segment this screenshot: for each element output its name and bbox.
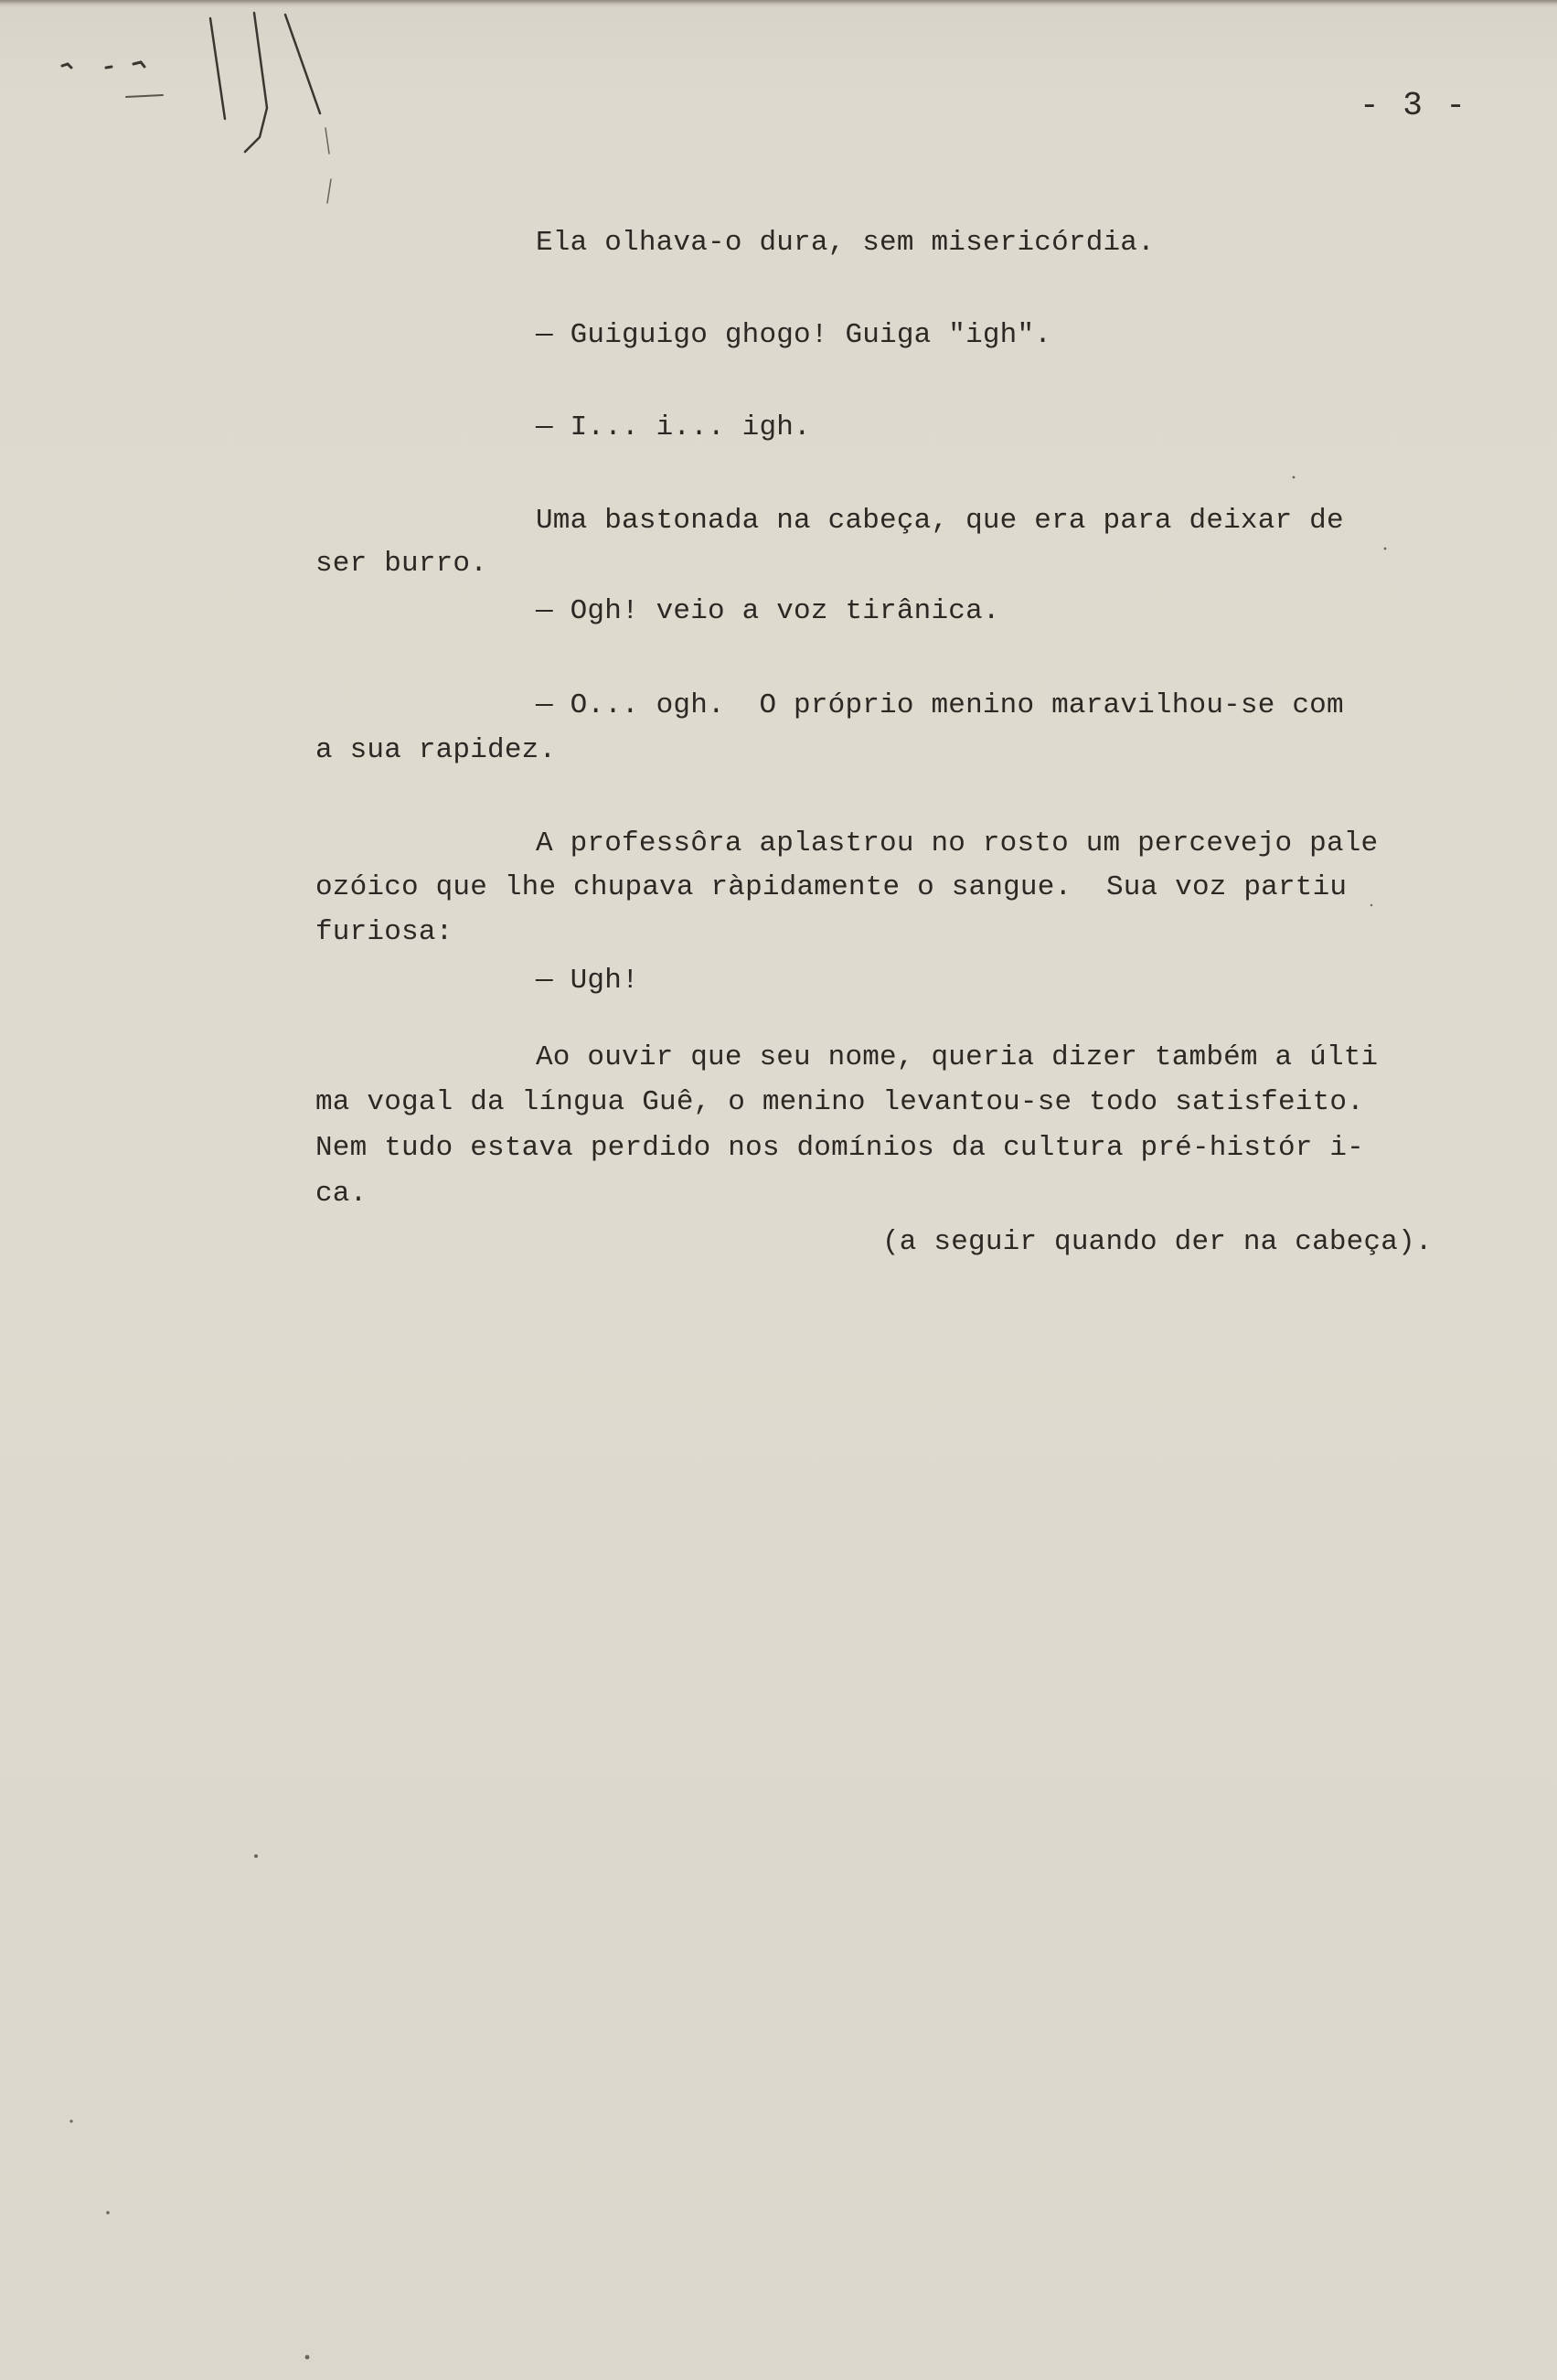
text-line: ser burro. <box>315 548 488 580</box>
text-line: (a seguir quando der na cabeça). <box>882 1226 1433 1258</box>
text-line: ma vogal da língua Guê, o menino levantou-se todo satisfeito. <box>315 1086 1364 1118</box>
text-line: ozóico que lhe chupava ràpidamente o sangue. Sua voz partiu <box>315 871 1348 903</box>
text-line: Ao ouvir que seu nome, queria dizer também a últi <box>536 1041 1379 1073</box>
text-line: — Ugh! <box>536 965 639 997</box>
text-line: — O... ogh. O próprio menino maravilhou-se com <box>536 689 1344 721</box>
text-line: furiosa: <box>315 916 453 948</box>
text-line: — Guiguigo ghogo! Guiga "igh". <box>536 319 1052 351</box>
pencil-marks <box>46 0 357 219</box>
text-line: a sua rapidez. <box>315 734 557 766</box>
page-number: - 3 - <box>1360 87 1468 124</box>
text-line: — Ogh! veio a voz tirânica. <box>536 595 1000 627</box>
text-line: ca. <box>315 1178 368 1210</box>
text-line: Ela olhava-o dura, sem misericórdia. <box>536 227 1155 259</box>
text-line: A professôra aplastrou no rosto um percevejo pale <box>536 827 1379 859</box>
text-line: Uma bastonada na cabeça, que era para deixar de <box>536 505 1344 537</box>
text-line: Nem tudo estava perdido nos domínios da cultura pré-histór i- <box>315 1132 1364 1164</box>
text-line: — I... i... igh. <box>536 411 811 443</box>
